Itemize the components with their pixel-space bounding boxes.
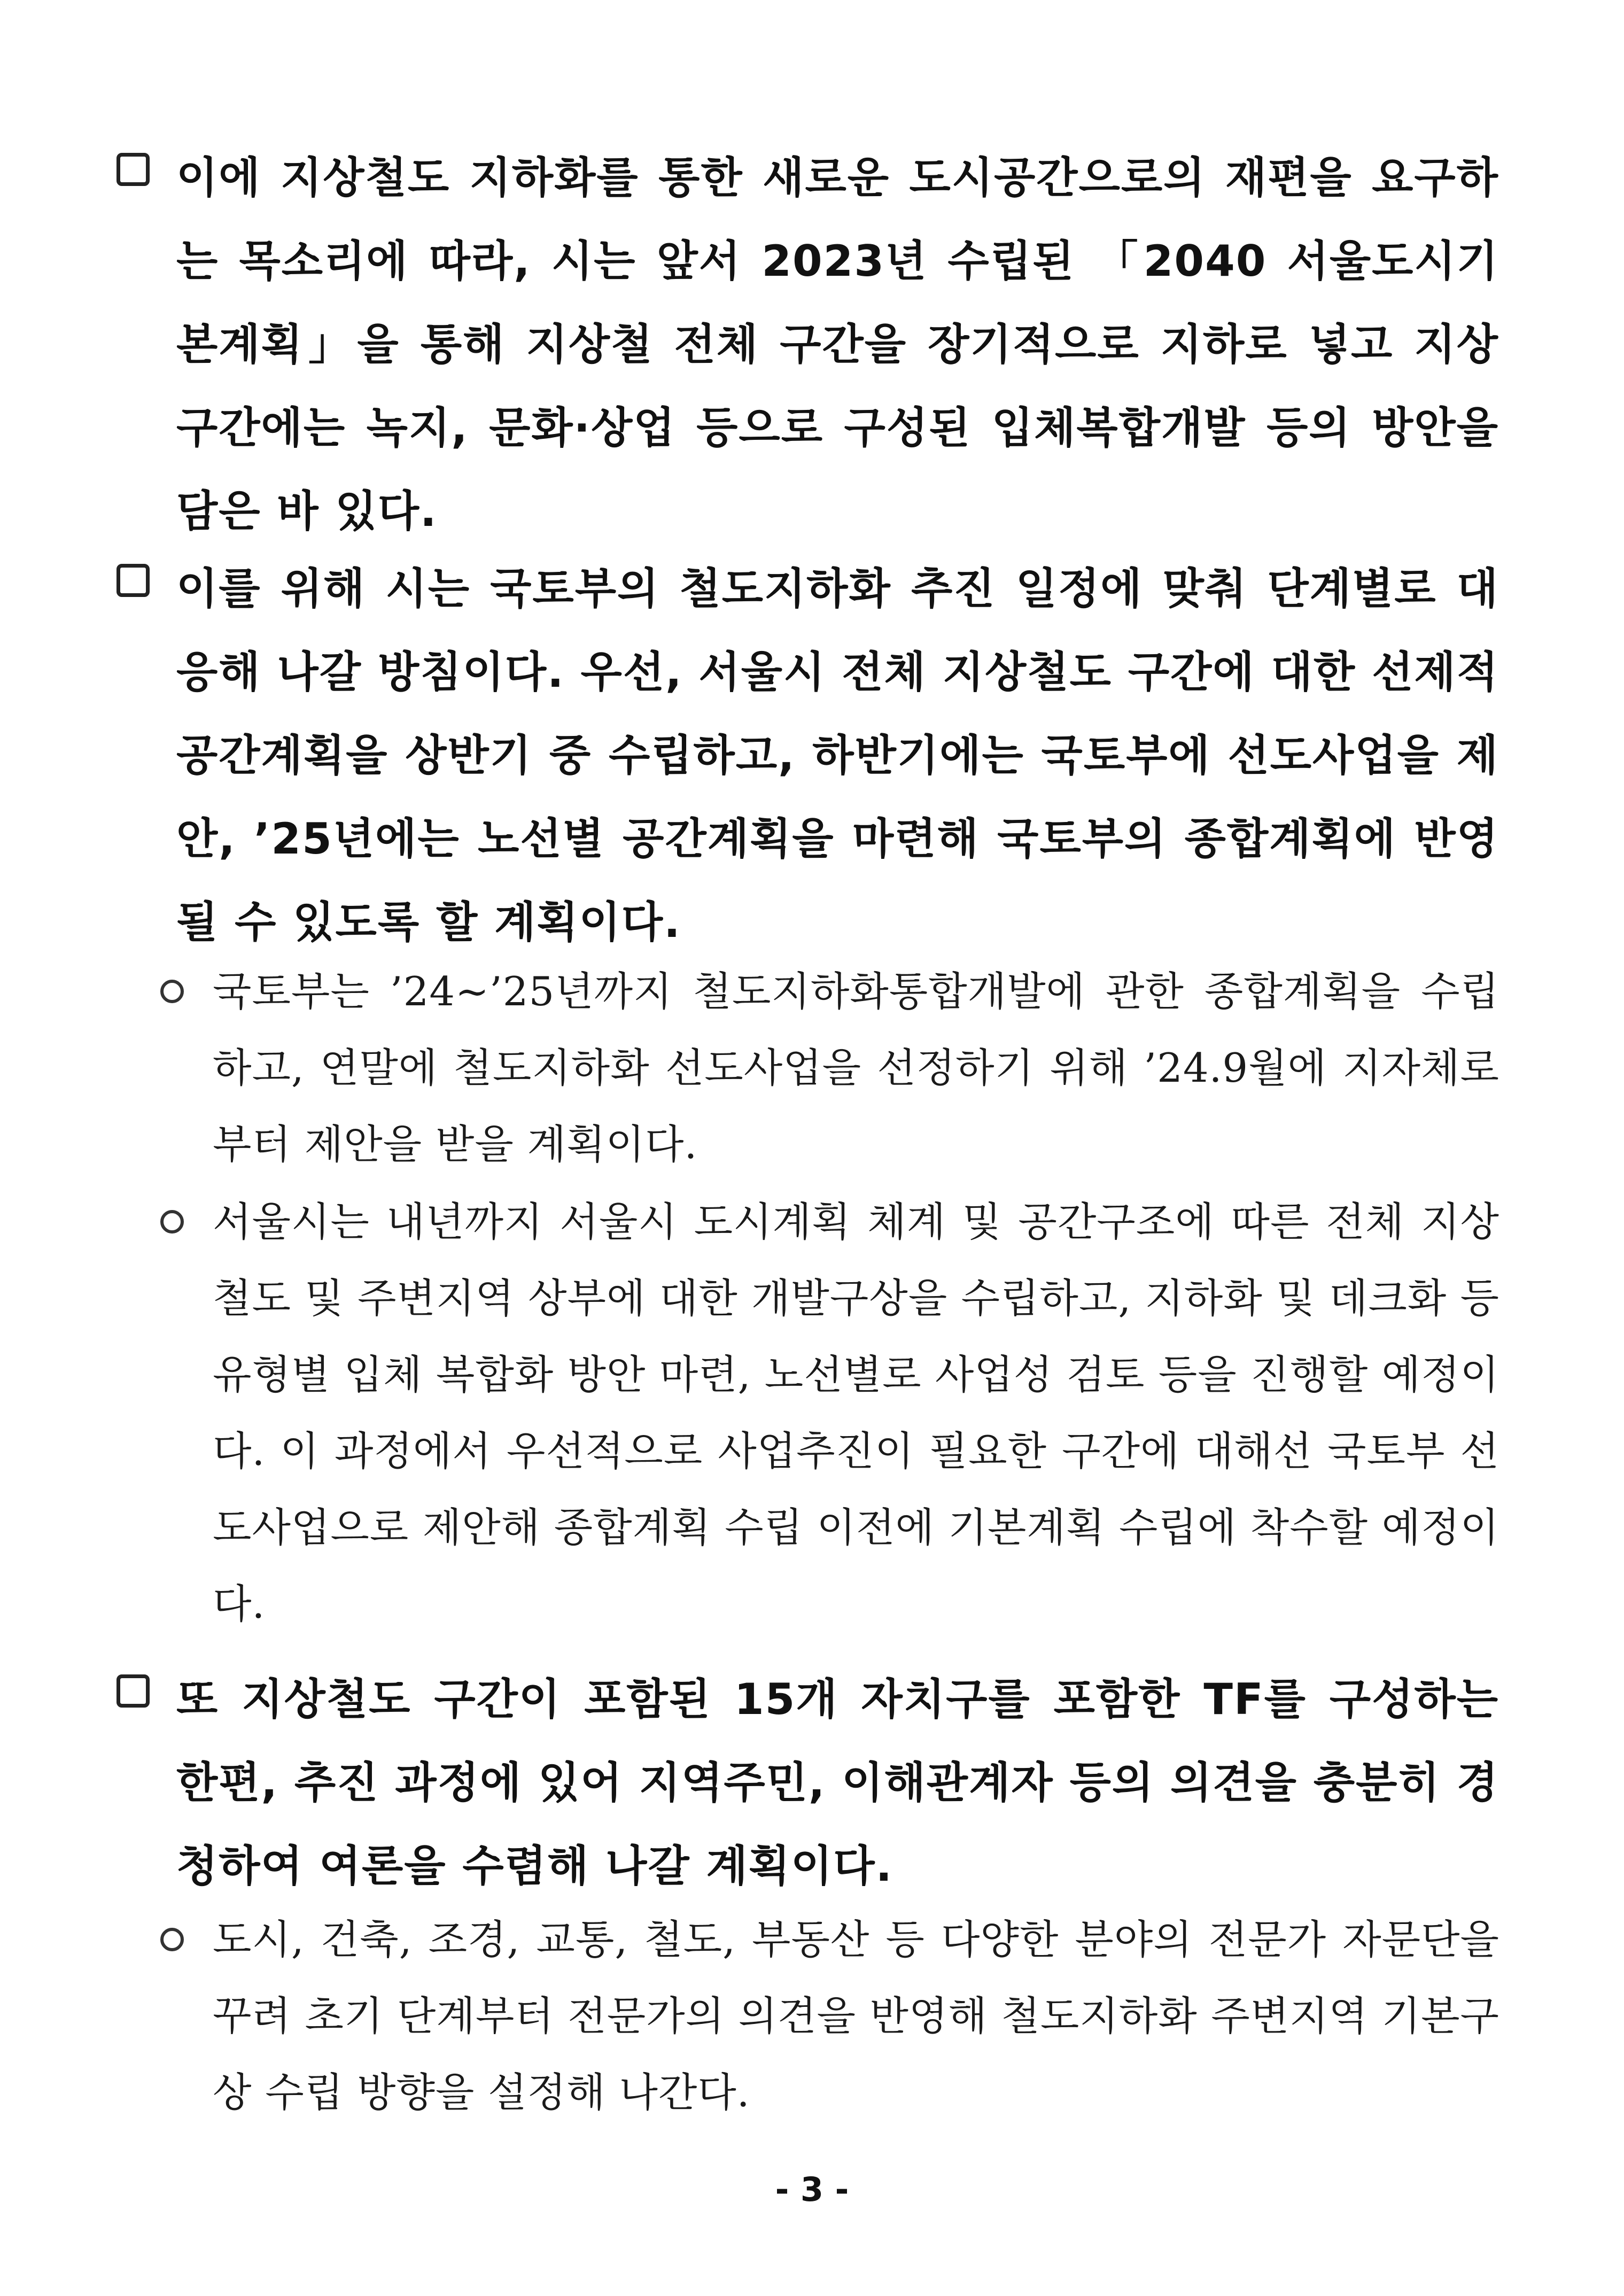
circle-bullet-icon (160, 1210, 184, 1234)
sub-paragraph: 국토부는 ’24~’25년까지 철도지하화통합개발에 관한 종합계획을 수립하고, 연말에 철도지하화 선도사업을 선정하기 위해 ’24.9월에 지자체로부터 제안을 받을 계획이다. (213, 968, 1499, 1168)
checkbox-square-icon (116, 564, 150, 597)
circle-bullet-icon (160, 1928, 184, 1951)
sub-paragraph: 서울시는 내년까지 서울시 도시계획 체계 및 공간구조에 따른 전체 지상철도 및 주변지역 상부에 대한 개발구상을 수립하고, 지하화 및 데크화 등 유형별 입체 복합화 방안 마련, 노선별로 사업성 검토 등을 진행할 예정이다. 이 과정에서 우선적으로 사업추진이 필요한 구간에 대해선 국토부 선도사업으로 제안해 종합계획 수립 이전에 기본계획 수립에 착수할 예정이다. (213, 1198, 1499, 1627)
main-paragraph: 이에 지상철도 지하화를 통한 새로운 도시공간으로의 재편을 요구하는 목소리에 따라, 시는 앞서 2023년 수립된 「2040 서울도시기본계획」을 통해 지상철 전체 구간을 장기적으로 지하로 넣고 지상 구간에는 녹지, 문화·상업 등으로 구성된 입체복합개발 등의 방안을 담은 바 있다. (176, 153, 1499, 536)
sub-paragraph: 도시, 건축, 조경, 교통, 철도, 부동산 등 다양한 분야의 전문가 자문단을 꾸려 초기 단계부터 전문가의 의견을 반영해 철도지하화 주변지역 기본구상 수립 방향을 설정해 나간다. (213, 1916, 1499, 2116)
circle-bullet-icon (160, 980, 184, 1003)
main-paragraph: 또 지상철도 구간이 포함된 15개 자치구를 포함한 TF를 구성하는 한편, 추진 과정에 있어 지역주민, 이해관계자 등의 의견을 충분히 경청하여 여론을 수렴해 나갈 계획이다. (176, 1674, 1499, 1891)
checkbox-square-icon (116, 1674, 150, 1708)
page-number: - 3 - (775, 2170, 849, 2209)
main-paragraph: 이를 위해 시는 국토부의 철도지하화 추진 일정에 맞춰 단계별로 대응해 나갈 방침이다. 우선, 서울시 전체 지상철도 구간에 대한 선제적 공간계획을 상반기 중 수립하고, 하반기에는 국토부에 선도사업을 제안, ’25년에는 노선별 공간계획을 마련해 국토부의 종합계획에 반영될 수 있도록 할 계획이다. (176, 564, 1499, 947)
checkbox-square-icon (116, 153, 150, 186)
